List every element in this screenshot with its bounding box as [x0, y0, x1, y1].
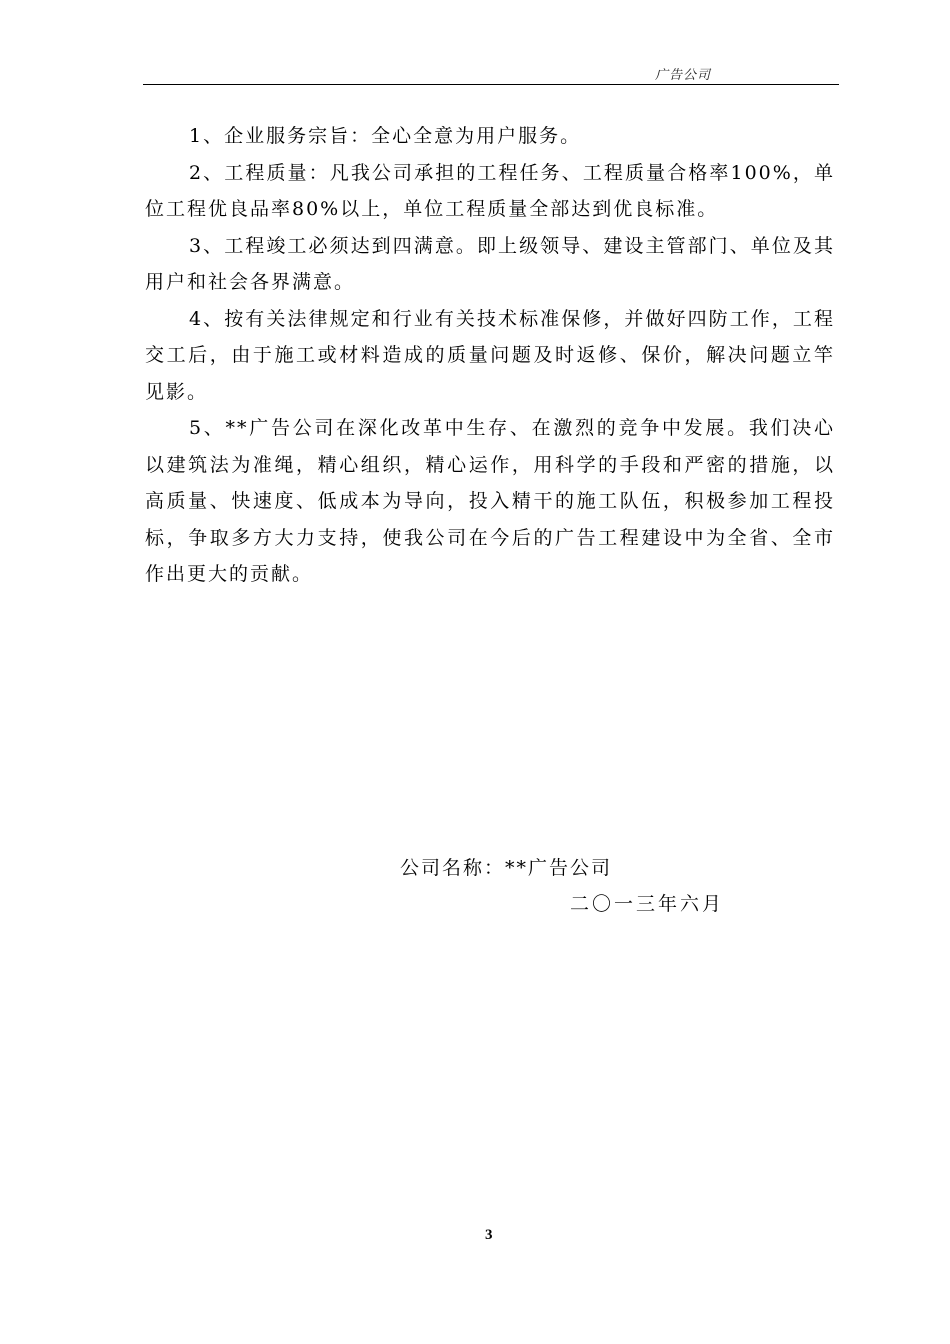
header-divider [143, 84, 839, 85]
paragraph-completion-satisfaction: 3、工程竣工必须达到四满意。即上级领导、建设主管部门、单位及其用户和社会各界满意。 [145, 234, 835, 293]
page-number: 3 [485, 1227, 493, 1243]
signature-company-name: 公司名称：**广告公司 [400, 857, 613, 879]
paragraph-development: 5、**广告公司在深化改革中生存、在激烈的竞争中发展。我们决心以建筑法为准绳，精心组织，精心运作，用科学的手段和严密的措施，以高质量、快速度、低成本为导向，投入精干的施工队伍，积极参加工程投标，争取多方大力支持，使我公司在今后的广告工程建设中为全省、全市作出更大的贡献。 [145, 417, 835, 585]
signature-date: 二〇一三年六月 [570, 893, 725, 915]
paragraph-service-purpose: 1、企业服务宗旨：全心全意为用户服务。 [189, 125, 582, 147]
page-header-title: 广告公司 [655, 68, 712, 83]
paragraph-warranty: 4、按有关法律规定和行业有关技术标准保修，并做好四防工作，工程交工后，由于施工或材料造成的质量问题及时返修、保价，解决问题立竿见影。 [145, 307, 835, 403]
document-body [145, 118, 835, 593]
paragraph-project-quality: 2、工程质量：凡我公司承担的工程任务、工程质量合格率100%，单位工程优良品率80%以上，单位工程质量全部达到优良标准。 [145, 161, 835, 220]
